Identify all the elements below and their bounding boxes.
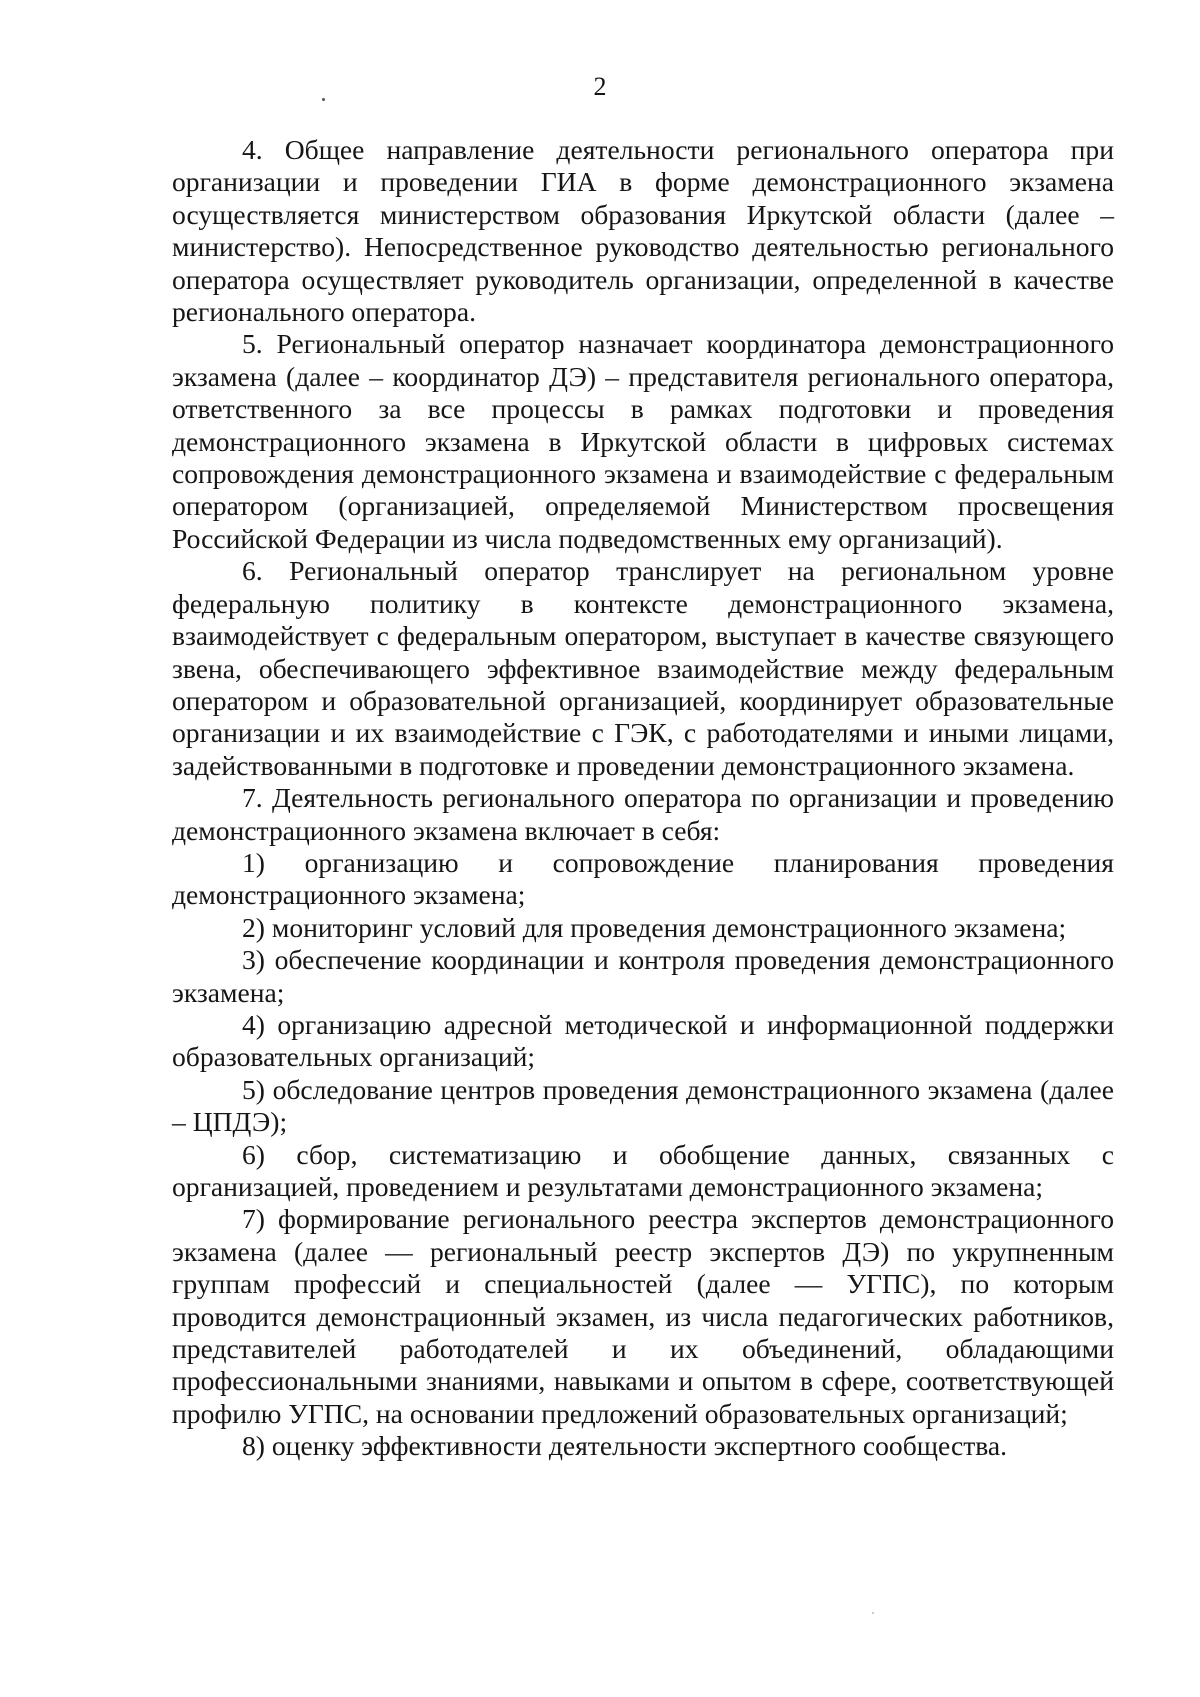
paragraph-5: 5. Региональный оператор назначает координатора демонстрационного экзамена (далее – координатор ДЭ) – представителя регионального оператора, ответственного за все процессы в рамках подготовки и проведения демонстрационного экзамена в Иркутской области в цифровых системах сопровождения демонстрационного экзамена и взаимодействие с федеральным оператором (организацией, определяемой Министерством просвещения Российской Федерации из числа подведомственных ему организаций). [172,328,1114,554]
list-item-2: 2) мониторинг условий для проведения демонстрационного экзамена; [242,911,1067,943]
list-item-4: 4) организацию адресной методической и информационной поддержки образовательных организаций; [172,1008,1114,1073]
list-item-1: 1) организацию и сопровождение планирования проведения демонстрационного экзамена; [172,846,1114,911]
paragraph-6: 6. Региональный оператор транслирует на региональном уровне федеральную политику в контексте демонстрационного экзамена, взаимодействует с федеральным оператором, выступает в качестве связующего звена, обеспечивающего эффективное взаимодействие между федеральным оператором и образовательной организацией, координирует образовательные организации и их взаимодействие с ГЭК, с работодателями и иными лицами, задействованными в подготовке и проведении демонстрационного экзамена. [172,555,1114,781]
list-item-7: 7) формирование регионального реестра экспертов демонстрационного экзамена (далее — региональный реестр экспертов ДЭ) по укрупненным группам профессий и специальностей (далее — УГПС), по которым проводится демонстрационный экзамен, из числа педагогических работников, представителей работодателей и их объединений, обладающими профессиональными знаниями, навыками и опытом в сфере, соответствующей профилю УГПС, на основании предложений образовательных организаций; [172,1203,1114,1429]
page-number: 2 [593,72,607,101]
paragraph-7: 7. Деятельность регионального оператора по организации и проведению демонстрационного экзамена включает в себя: [172,782,1114,846]
document-body [172,134,1114,1463]
list-item-5: 5) обследование центров проведения демонстрационного экзамена (далее – ЦПДЭ); [172,1073,1114,1138]
paragraph-4: 4. Общее направление деятельности регионального оператора при организации и проведении ГИА в форме демонстрационного экзамена осуществляется министерством образования Иркутской области (далее – министерство). Непосредственное руководство деятельностью регионального оператора осуществляет руководитель организации, определенной в качестве регионального оператора. [172,134,1114,328]
list-item-3: 3) обеспечение координации и контроля проведения демонстрационного экзамена; [172,944,1114,1008]
scan-speck [872,1612,874,1614]
list-item-6: 6) сбор, систематизацию и обобщение данных, связанных с организацией, проведением и результатами демонстрационного экзамена; [172,1138,1114,1202]
list-item-8: 8) оценку эффективности деятельности экспертного сообщества. [242,1430,1008,1462]
